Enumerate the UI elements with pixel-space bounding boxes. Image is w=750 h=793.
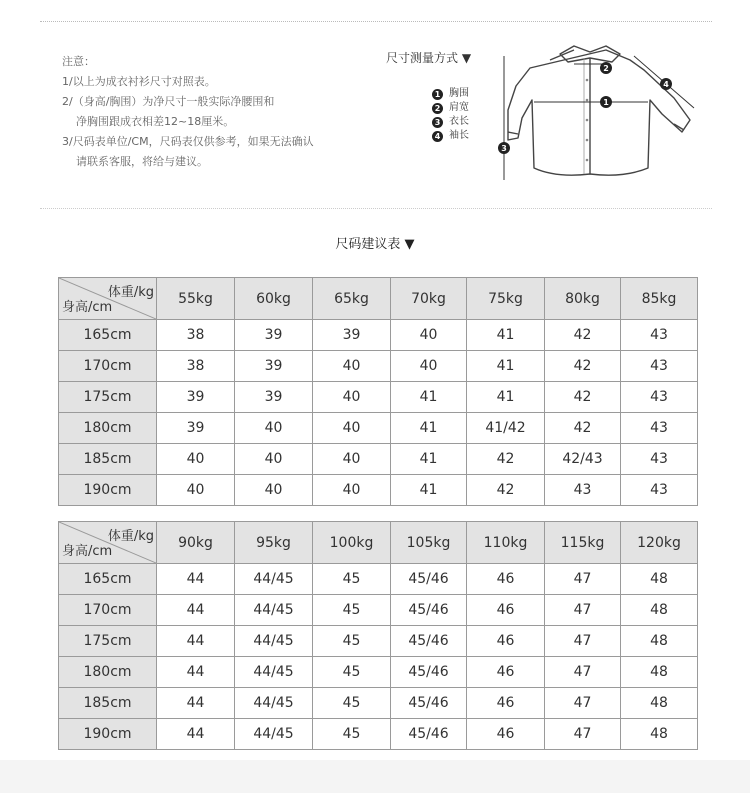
size-cell: 39 <box>313 320 391 351</box>
note-line-2: 2/（身高/胸围）为净尺寸一般实际净腰围和 <box>62 95 275 108</box>
weight-header: 55kg <box>157 278 235 320</box>
size-cell: 41 <box>391 475 467 506</box>
size-cell: 44/45 <box>235 595 313 626</box>
size-cell: 40 <box>157 444 235 475</box>
size-cell: 44 <box>157 626 235 657</box>
legend-label: 衣长 <box>449 116 469 127</box>
height-header: 180cm <box>59 657 157 688</box>
size-cell: 42 <box>545 320 621 351</box>
size-cell: 48 <box>621 626 698 657</box>
size-cell: 40 <box>391 351 467 382</box>
size-cell: 40 <box>313 444 391 475</box>
size-cell: 45 <box>313 657 391 688</box>
weight-header: 65kg <box>313 278 391 320</box>
legend-item <box>432 115 469 129</box>
size-cell: 45/46 <box>391 564 467 595</box>
size-cell: 45/46 <box>391 688 467 719</box>
table-row <box>59 351 698 382</box>
size-cell: 44 <box>157 657 235 688</box>
weight-header: 120kg <box>621 522 698 564</box>
size-cell: 40 <box>313 413 391 444</box>
size-cell: 41 <box>467 351 545 382</box>
size-cell: 46 <box>467 626 545 657</box>
size-cell: 48 <box>621 595 698 626</box>
weight-header: 75kg <box>467 278 545 320</box>
size-cell: 43 <box>621 413 698 444</box>
size-cell: 44 <box>157 595 235 626</box>
weight-header: 60kg <box>235 278 313 320</box>
weight-header: 110kg <box>467 522 545 564</box>
table-header-row <box>59 278 698 320</box>
corner-height-label: 身高/cm <box>62 544 113 559</box>
size-cell: 43 <box>545 475 621 506</box>
size-cell: 40 <box>235 413 313 444</box>
size-cell: 40 <box>313 475 391 506</box>
top-divider <box>40 21 712 22</box>
corner-weight-label: 体重/kg <box>107 529 154 544</box>
shirt-diagram-icon <box>494 40 714 190</box>
size-cell: 41 <box>391 444 467 475</box>
notes-block <box>62 52 314 172</box>
height-header: 190cm <box>59 475 157 506</box>
size-cell: 42 <box>545 351 621 382</box>
legend-num: 1 <box>432 89 443 100</box>
corner-height-label: 身高/cm <box>62 300 113 315</box>
size-cell: 40 <box>235 444 313 475</box>
note-line-1: 1/以上为成衣衬衫尺寸对照表。 <box>62 75 216 88</box>
legend-item <box>432 129 469 143</box>
size-cell: 42 <box>545 413 621 444</box>
size-cell: 47 <box>545 657 621 688</box>
legend-num: 4 <box>432 131 443 142</box>
size-cell: 40 <box>391 320 467 351</box>
size-cell: 39 <box>235 351 313 382</box>
table-header-row <box>59 522 698 564</box>
height-header: 165cm <box>59 320 157 351</box>
size-cell: 44/45 <box>235 564 313 595</box>
size-cell: 45/46 <box>391 595 467 626</box>
size-cell: 45 <box>313 719 391 750</box>
weight-header: 80kg <box>545 278 621 320</box>
size-cell: 44 <box>157 564 235 595</box>
size-cell: 45 <box>313 595 391 626</box>
table-row <box>59 444 698 475</box>
size-cell: 40 <box>313 351 391 382</box>
size-cell: 41 <box>467 320 545 351</box>
size-cell: 46 <box>467 719 545 750</box>
size-cell: 44/45 <box>235 657 313 688</box>
table-row <box>59 382 698 413</box>
table-row <box>59 595 698 626</box>
height-header: 185cm <box>59 444 157 475</box>
size-cell: 43 <box>621 320 698 351</box>
corner-weight-label: 体重/kg <box>107 285 154 300</box>
legend-num: 3 <box>432 117 443 128</box>
size-cell: 47 <box>545 626 621 657</box>
legend-label: 胸围 <box>449 88 469 99</box>
measure-method-title: 尺寸测量方式 ▼ <box>386 51 472 65</box>
note-line-3-cont: 请联系客服，将给与建议。 <box>76 155 208 168</box>
corner-cell <box>59 522 157 564</box>
height-header: 165cm <box>59 564 157 595</box>
size-cell: 47 <box>545 564 621 595</box>
svg-text:3: 3 <box>501 144 507 153</box>
size-cell: 42 <box>467 475 545 506</box>
size-cell: 44/45 <box>235 719 313 750</box>
size-cell: 40 <box>157 475 235 506</box>
size-cell: 42/43 <box>545 444 621 475</box>
size-cell: 48 <box>621 719 698 750</box>
weight-header: 100kg <box>313 522 391 564</box>
height-header: 170cm <box>59 351 157 382</box>
size-cell: 39 <box>235 320 313 351</box>
size-cell: 46 <box>467 688 545 719</box>
table-row <box>59 719 698 750</box>
weight-header: 85kg <box>621 278 698 320</box>
corner-cell <box>59 278 157 320</box>
size-cell: 43 <box>621 475 698 506</box>
measure-legend <box>432 87 469 143</box>
size-cell: 45/46 <box>391 719 467 750</box>
footer-band <box>0 760 750 793</box>
size-cell: 46 <box>467 564 545 595</box>
svg-text:1: 1 <box>603 98 609 107</box>
size-cell: 42 <box>545 382 621 413</box>
height-header: 175cm <box>59 626 157 657</box>
legend-num: 2 <box>432 103 443 114</box>
height-header: 170cm <box>59 595 157 626</box>
size-cell: 46 <box>467 595 545 626</box>
table-row <box>59 413 698 444</box>
note-line-3: 3/尺码表单位/CM，尺码表仅供参考，如果无法确认 <box>62 135 314 148</box>
legend-label: 袖长 <box>449 130 469 141</box>
size-cell: 48 <box>621 657 698 688</box>
weight-header: 105kg <box>391 522 467 564</box>
size-cell: 44 <box>157 688 235 719</box>
size-cell: 46 <box>467 657 545 688</box>
legend-label: 肩宽 <box>449 102 469 113</box>
size-cell: 41/42 <box>467 413 545 444</box>
height-header: 175cm <box>59 382 157 413</box>
size-cell: 48 <box>621 688 698 719</box>
size-cell: 41 <box>391 382 467 413</box>
weight-header: 95kg <box>235 522 313 564</box>
size-cell: 47 <box>545 719 621 750</box>
table-row <box>59 688 698 719</box>
middle-divider <box>40 208 712 209</box>
size-cell: 45 <box>313 626 391 657</box>
size-cell: 39 <box>157 382 235 413</box>
size-cell: 41 <box>467 382 545 413</box>
height-header: 190cm <box>59 719 157 750</box>
size-cell: 43 <box>621 444 698 475</box>
legend-item <box>432 101 469 115</box>
size-cell: 43 <box>621 351 698 382</box>
table-row <box>59 657 698 688</box>
table-row <box>59 626 698 657</box>
size-cell: 47 <box>545 688 621 719</box>
svg-text:2: 2 <box>603 64 609 73</box>
size-cell: 39 <box>235 382 313 413</box>
note-line-2-cont: 净胸围跟成衣相差12~18厘米。 <box>76 115 235 128</box>
weight-header: 70kg <box>391 278 467 320</box>
table-row <box>59 320 698 351</box>
size-cell: 43 <box>621 382 698 413</box>
size-cell: 40 <box>313 382 391 413</box>
size-cell: 48 <box>621 564 698 595</box>
weight-header: 90kg <box>157 522 235 564</box>
size-cell: 47 <box>545 595 621 626</box>
size-cell: 44 <box>157 719 235 750</box>
size-cell: 45/46 <box>391 657 467 688</box>
size-cell: 45 <box>313 564 391 595</box>
height-header: 185cm <box>59 688 157 719</box>
size-table-2 <box>58 521 698 750</box>
height-header: 180cm <box>59 413 157 444</box>
table-row <box>59 564 698 595</box>
size-cell: 44/45 <box>235 626 313 657</box>
size-cell: 40 <box>235 475 313 506</box>
size-table-1 <box>58 277 698 506</box>
table-row <box>59 475 698 506</box>
size-cell: 41 <box>391 413 467 444</box>
size-cell: 44/45 <box>235 688 313 719</box>
size-cell: 45 <box>313 688 391 719</box>
size-chart-title: 尺码建议表 ▼ <box>335 237 415 252</box>
svg-text:4: 4 <box>663 80 669 89</box>
size-cell: 42 <box>467 444 545 475</box>
legend-item <box>432 87 469 101</box>
size-cell: 39 <box>157 413 235 444</box>
size-cell: 38 <box>157 351 235 382</box>
notes-title: 注意： <box>62 55 95 68</box>
size-cell: 45/46 <box>391 626 467 657</box>
size-cell: 38 <box>157 320 235 351</box>
weight-header: 115kg <box>545 522 621 564</box>
